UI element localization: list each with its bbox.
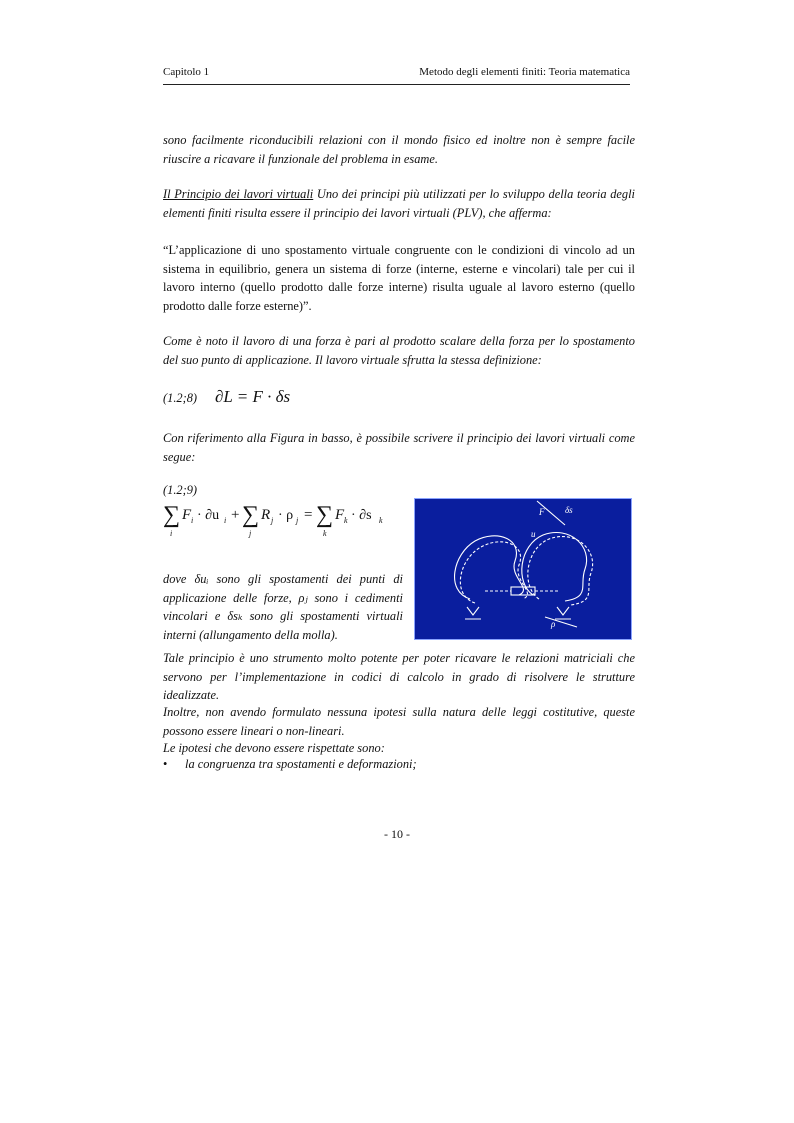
paragraph-9: Le ipotesi che devono essere rispettate sono: (163, 741, 385, 755)
svg-text:F: F (539, 507, 545, 517)
equation-number-9: (1.2;9) (163, 483, 198, 497)
svg-text:u: u (531, 529, 536, 539)
svg-text:+: + (231, 507, 240, 523)
paragraph-2-text: Uno dei principi più utilizzati per lo sviluppo della teoria degli elementi finiti risulta essere il principio dei lavori virtuali (PLV), che afferma: (163, 187, 635, 220)
paragraph-2 (163, 185, 635, 222)
svg-text:j: j (271, 516, 274, 525)
principle-quote: “L’applicazione di uno spostamento virtuale congruente con le condizioni di vincolo ad un sistema in equilibrio, genera un sistema di forze (interne, esterne e vincolari) tale per cui il lavoro interno (quello prodotto dalle forze interne) risulta uguale al lavoro esterno (quello prodotto dalle forze esterne)”. (163, 243, 635, 313)
header-title: Metodo degli elementi finiti: Teoria matematica (419, 66, 630, 78)
equation-1-2-9 (163, 498, 403, 542)
svg-text:∑: ∑ (163, 502, 181, 528)
svg-text:δs: δs (565, 505, 573, 515)
virtual-work-figure (414, 498, 632, 640)
support-right (555, 607, 571, 619)
header-chapter: Capitolo 1 (163, 66, 210, 78)
svg-text:k: k (379, 516, 383, 525)
svg-text:k: k (344, 516, 348, 525)
page-number: - 10 - (384, 827, 410, 841)
svg-text:· ρ: · ρ (278, 508, 294, 523)
svg-text:ρ: ρ (551, 619, 556, 629)
svg-text:j: j (249, 529, 252, 538)
svg-text:k: k (323, 529, 327, 538)
equation-number-8: (1.2;8) (163, 391, 198, 405)
hypothesis-text: la congruenza tra spostamenti e deformazioni; (185, 757, 417, 771)
svg-text:i: i (191, 516, 194, 525)
svg-text:∑: ∑ (242, 502, 260, 528)
equation-formula-8: ∂L = F · δs (215, 387, 291, 406)
svg-text:· ∂s: · ∂s (351, 508, 372, 523)
paragraph-1: sono facilmente riconducibili relazioni con il mondo fisico ed inoltre non è sempre facile riuscire a ricavare il funzionale del problema in esame. (163, 133, 635, 166)
svg-text:· ∂u: · ∂u (197, 508, 220, 523)
figure-body-left-displaced (460, 542, 527, 603)
paragraph-5: Con riferimento alla Figura in basso, è possibile scrivere il principio dei lavori virtuali come segue: (163, 431, 635, 464)
support-left (465, 607, 481, 619)
svg-text:∑: ∑ (316, 502, 334, 528)
paragraph-6: dove δuᵢ sono gli spostamenti dei punti di applicazione delle forze, ρⱼ sono i cedimenti vincolari e δsₖ sono gli spostamenti virtuali interni (allungamento della molla). (163, 572, 403, 642)
svg-text:R: R (261, 507, 271, 523)
figure-body-left (455, 536, 524, 599)
svg-text:j: j (296, 516, 299, 525)
page-header (163, 64, 630, 85)
svg-text:F: F (182, 507, 192, 523)
paragraph-8: Inoltre, non avendo formulato nessuna ipotesi sulla natura delle leggi costitutive, queste possono essere lineari o non-lineari. (163, 705, 635, 738)
svg-text:=: = (304, 507, 313, 523)
paragraph-4: Come è noto il lavoro di una forza è pari al prodotto scalare della forza per lo spostamento del suo punto di applicazione. Il lavoro virtuale sfrutta la stessa definizione: (163, 334, 635, 367)
section-heading: Il Principio dei lavori virtuali (163, 187, 314, 201)
svg-text:i: i (224, 516, 227, 525)
svg-text:i: i (170, 529, 173, 538)
bullet-icon: • (163, 757, 168, 771)
paragraph-7: Tale principio è uno strumento molto potente per poter ricavare le relazioni matriciali che servono per l’implementazione in codici di calcolo in grado di risolvere le strutture idealizzate. (163, 651, 635, 702)
svg-text:F: F (335, 507, 345, 523)
